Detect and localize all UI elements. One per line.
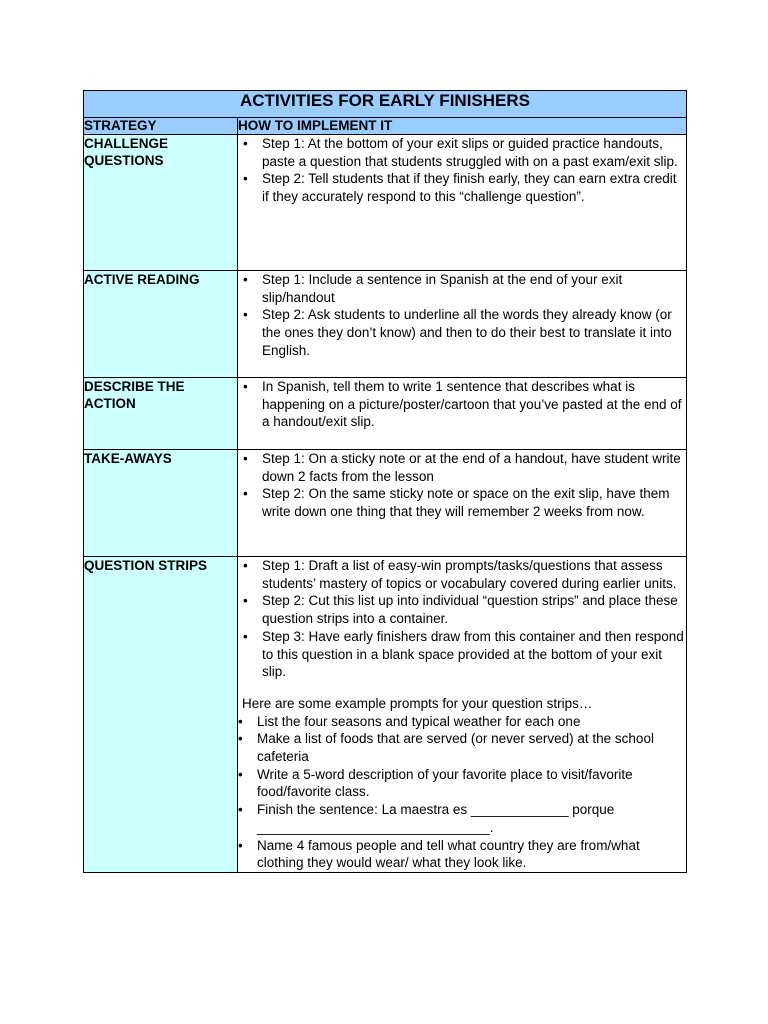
strategy-label: DESCRIBE THE bbox=[84, 379, 185, 394]
strategy-label: CHALLENGE bbox=[84, 136, 168, 151]
steps-list bbox=[238, 135, 686, 206]
strategy-cell bbox=[84, 135, 238, 271]
strategy-cell bbox=[84, 378, 238, 450]
list-item: • Step 1: On a sticky note or at the end of a handout, have student write down 2 facts from the lesson bbox=[238, 450, 686, 485]
list-item: • Step 3: Have early finishers draw from this container and then respond to this question in a blank space provided at the bottom of your exit slip. bbox=[238, 628, 686, 681]
list-item: • Step 2: On the same sticky note or space on the exit slip, have them write down one thing that they will remember 2 weeks from now. bbox=[238, 485, 686, 520]
table-row bbox=[84, 378, 687, 450]
strategy-cell bbox=[84, 557, 238, 873]
examples-intro: Here are some example prompts for your question strips… bbox=[242, 695, 593, 711]
list-item: • In Spanish, tell them to write 1 sentence that describes what is happening on a picture/poster/cartoon that you’ve pasted at the end of a handout/exit slip. bbox=[238, 378, 686, 431]
list-item: • Finish the sentence: La maestra es _____________ porque _______________________________. bbox=[233, 801, 686, 836]
steps-list bbox=[238, 271, 686, 360]
table-row bbox=[84, 557, 687, 873]
header-strategy: STRATEGY bbox=[84, 118, 238, 135]
strategy-cell bbox=[84, 271, 238, 378]
list-item: • Step 1: Draft a list of easy-win prompts/tasks/questions that assess students’ mastery of topics or vocabulary covered during earlier units. bbox=[238, 557, 686, 592]
strategy-label: TAKE-AWAYS bbox=[84, 451, 172, 466]
table-row bbox=[84, 271, 687, 378]
implementation-cell bbox=[238, 378, 687, 450]
implementation-cell bbox=[238, 135, 687, 271]
list-item: • Step 1: At the bottom of your exit slips or guided practice handouts, paste a question that students struggled with on a past exam/exit slip. bbox=[238, 135, 686, 170]
table-row bbox=[84, 450, 687, 557]
list-item: • Step 1: Include a sentence in Spanish at the end of your exit slip/handout bbox=[238, 271, 686, 306]
list-item: • Name 4 famous people and tell what country they are from/what clothing they would wear/ what they look like. bbox=[233, 837, 686, 872]
list-item: • Step 2: Tell students that if they finish early, they can earn extra credit if they accurately respond to this “challenge question”. bbox=[238, 170, 686, 205]
examples-list bbox=[233, 713, 686, 872]
steps-list bbox=[238, 557, 686, 681]
header-how-to-implement: HOW TO IMPLEMENT IT bbox=[238, 118, 687, 135]
steps-list bbox=[238, 450, 686, 521]
list-item: • Step 2: Ask students to underline all the words they already know (or the ones they don’t know) and then to do their best to translate it into English. bbox=[238, 306, 686, 359]
strategy-label: ACTION bbox=[84, 396, 136, 411]
list-item: • Step 2: Cut this list up into individual “question strips” and place these question strips into a container. bbox=[238, 592, 686, 627]
implementation-cell bbox=[238, 557, 687, 873]
implementation-cell bbox=[238, 450, 687, 557]
list-item: • Make a list of foods that are served (or never served) at the school cafeteria bbox=[233, 730, 686, 765]
steps-list bbox=[238, 378, 686, 431]
activities-table bbox=[83, 90, 687, 873]
strategy-label: ACTIVE READING bbox=[84, 272, 200, 287]
list-item: • Write a 5-word description of your favorite place to visit/favorite food/favorite class. bbox=[233, 766, 686, 801]
implementation-cell bbox=[238, 271, 687, 378]
strategy-label: QUESTIONS bbox=[84, 153, 164, 168]
table-title: ACTIVITIES FOR EARLY FINISHERS bbox=[84, 91, 687, 118]
strategy-label: QUESTION STRIPS bbox=[84, 558, 208, 573]
table-row bbox=[84, 135, 687, 271]
strategy-cell bbox=[84, 450, 238, 557]
list-item: • List the four seasons and typical weather for each one bbox=[233, 713, 686, 731]
